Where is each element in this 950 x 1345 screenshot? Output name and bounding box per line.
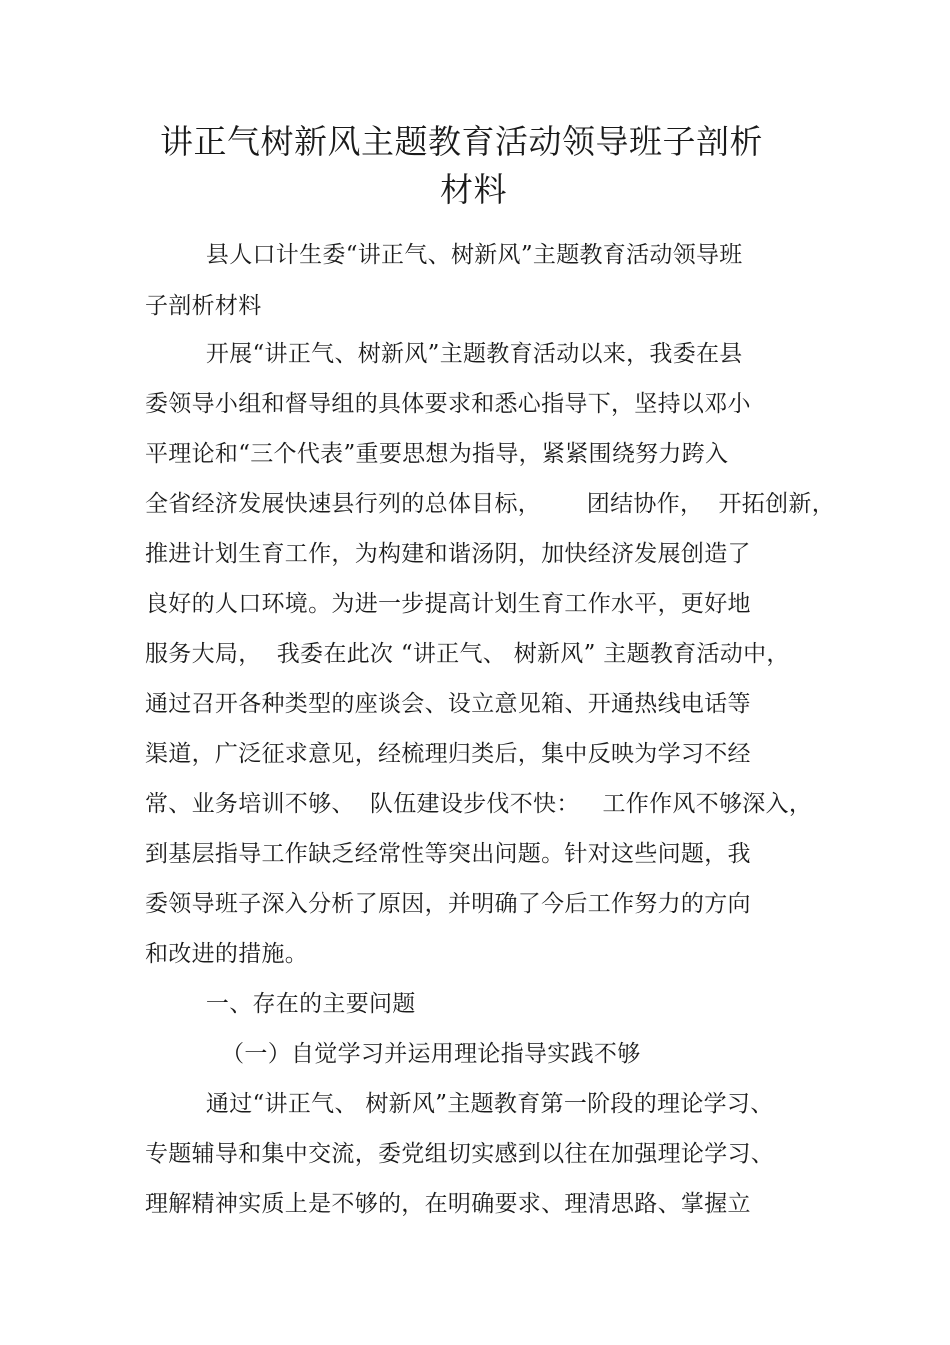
body-line: 委领导班子深入分析了原因，并明确了今后工作努力的方向 xyxy=(145,891,751,917)
body-line: 全省经济发展快速县行列的总体目标， 团结协作， 开拓创新， xyxy=(145,491,835,517)
body-line: 开展“讲正气、树新风”主题教育活动以来，我委在县 xyxy=(145,341,743,367)
body-line: 常、业务培训不够、 队伍建设步伐不快： 工作作风不够深入， xyxy=(145,791,813,817)
body-line: 推进计划生育工作，为构建和谐汤阴，加快经济发展创造了 xyxy=(145,541,751,567)
body-line: 通过“讲正气、 树新风”主题教育第一阶段的理论学习、 xyxy=(145,1091,774,1117)
body-line: 良好的人口环境。为进一步提高计划生育工作水平，更好地 xyxy=(145,591,751,617)
section-heading: 一、存在的主要问题 xyxy=(145,991,416,1017)
subsection-heading: （一）自觉学习并运用理论指导实践不够 xyxy=(145,1041,641,1067)
body-line: 和改进的措施。 xyxy=(145,941,309,967)
document-title-line-2: 材料 xyxy=(440,170,507,209)
document-title-line-1: 讲正气树新风主题教育活动领导班子剖析 xyxy=(160,122,763,161)
body-line: 专题辅导和集中交流，委党组切实感到以往在加强理论学习、 xyxy=(145,1141,775,1167)
body-line: 理解精神实质上是不够的，在明确要求、理清思路、掌握立 xyxy=(145,1191,751,1217)
body-line: 平理论和“三个代表”重要思想为指导，紧紧围绕努力跨入 xyxy=(145,441,729,467)
body-line: 县人口计生委“讲正气、树新风”主题教育活动领导班 xyxy=(145,242,743,268)
body-line: 子剖析材料 xyxy=(145,293,262,319)
body-line: 服务大局， 我委在此次 “讲正气、 树新风” 主题教育活动中， xyxy=(145,641,790,667)
body-line: 渠道，广泛征求意见，经梳理归类后，集中反映为学习不经 xyxy=(145,741,751,767)
body-line: 通过召开各种类型的座谈会、设立意见箱、开通热线电话等 xyxy=(145,691,751,717)
body-line: 委领导小组和督导组的具体要求和悉心指导下，坚持以邓小 xyxy=(145,391,751,417)
body-line: 到基层指导工作缺乏经常性等突出问题。针对这些问题，我 xyxy=(145,841,751,867)
